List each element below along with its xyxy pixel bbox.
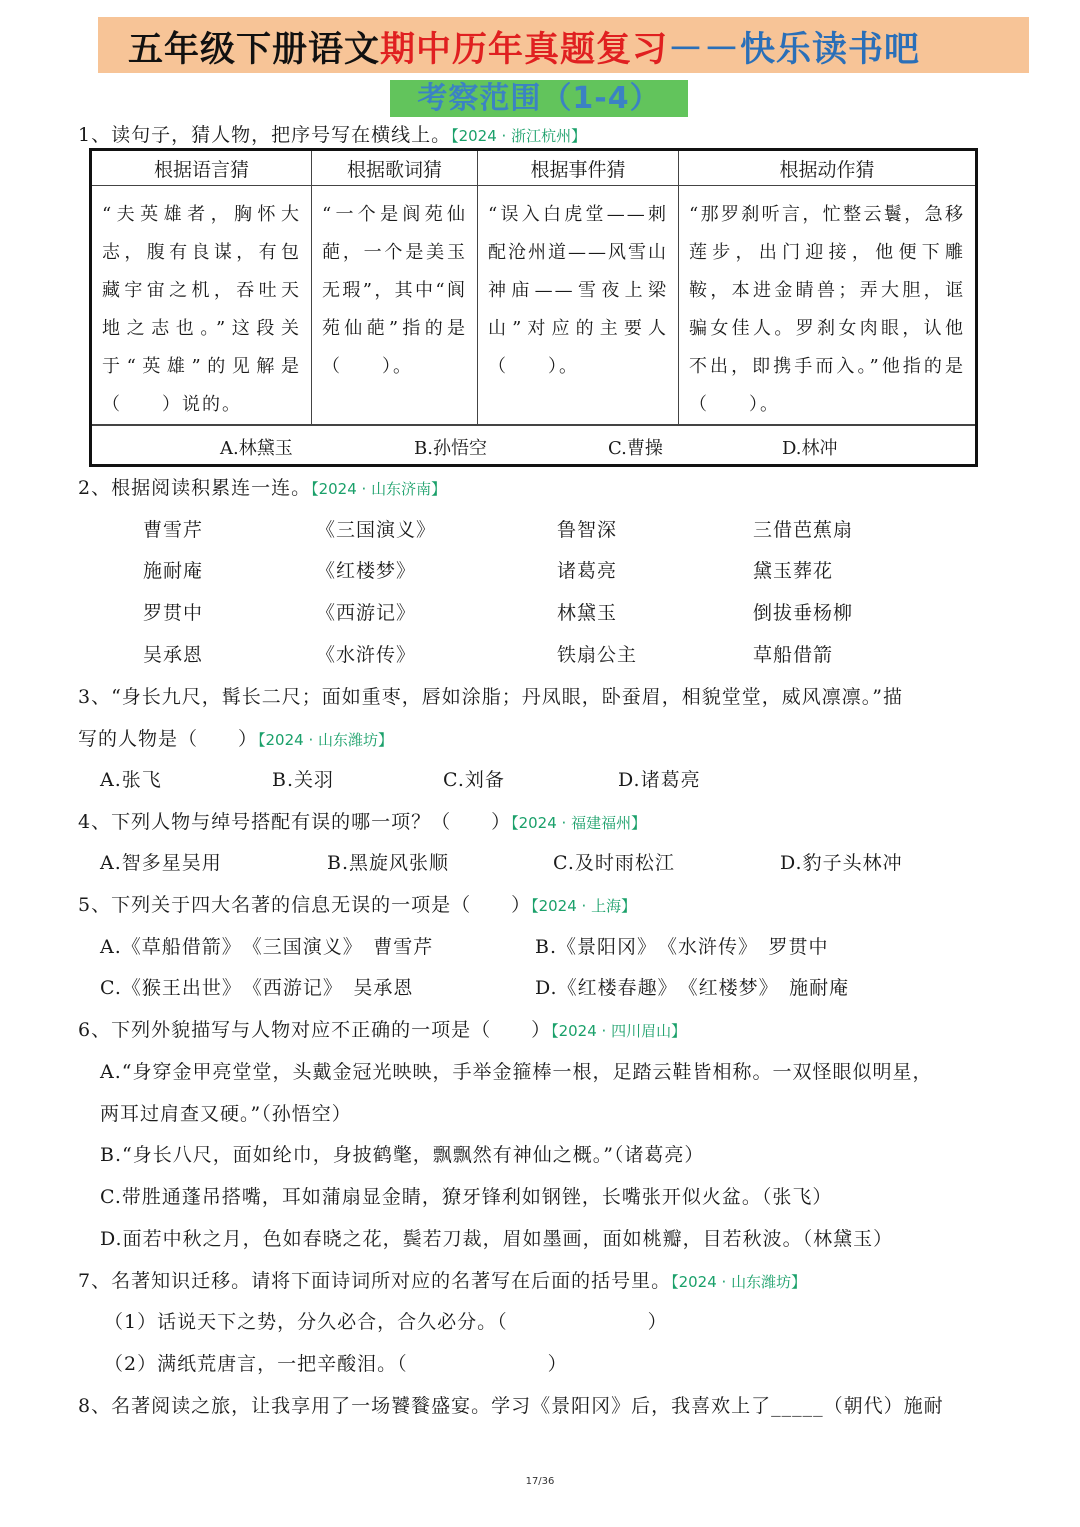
source-tag: 【2024 · 山东济南】 (311, 480, 447, 498)
source-tag: 【2024 · 上海】 (531, 897, 637, 915)
book-item: 《三国演义》 (316, 519, 437, 541)
option-b: B.孙悟空 (414, 438, 487, 459)
guess-table (89, 148, 978, 467)
source-tag: 【2024 · 浙江杭州】 (451, 127, 587, 145)
source-tag: 【2024 · 山东潍坊】 (671, 1273, 807, 1291)
option-b: B.关羽 (272, 769, 335, 791)
question-3-stem: 3、“身长九尺，髯长二尺；面如重枣，唇如涂脂；丹凤眼，卧蚕眉，相貌堂堂，威风凛凛。”描 (78, 686, 904, 708)
character-item: 铁扇公主 (557, 644, 638, 666)
option-c: C.曹操 (608, 438, 663, 459)
question-6-stem: 6、下列外貌描写与人物对应不正确的一项是（ ）【2024 · 四川眉山】 (78, 1019, 687, 1041)
option-a: A.“身穿金甲亮堂堂，头戴金冠光映映，手举金箍棒一根，足踏云鞋皆相称。一双怪眼似明星， (100, 1061, 933, 1083)
option-b: B.“身长八尺，面如纶巾，身披鹤氅，飘飘然有神仙之概。”（诸葛亮） (100, 1144, 705, 1166)
story-item: 倒拔垂杨柳 (753, 602, 854, 624)
option-d: D.《红楼春趣》 《红楼梦》 施耐庵 (535, 977, 850, 999)
option-b: B.《景阳冈》 《水浒传》 罗贯中 (535, 936, 829, 958)
book-item: 《西游记》 (316, 602, 417, 624)
author-item: 吴承恩 (143, 644, 204, 666)
table-cell: “那罗刹听言，忙整云鬟，急移莲步，出门迎接，他便下雕鞍，本进金睛兽；弄大胆，诓骗女佳人。罗刹女肉眼，认他不出，即携手而入。”他指的是（ ）。 (679, 186, 977, 426)
question-8-stem: 8、名著阅读之旅，让我享用了一场饕餮盛宴。学习《景阳冈》后，我喜欢上了_____（朝代）施耐 (78, 1395, 944, 1417)
character-item: 林黛玉 (557, 602, 618, 624)
author-item: 曹雪芹 (143, 519, 204, 541)
option-a: A.张飞 (100, 769, 162, 791)
question-4-stem: 4、下列人物与绰号搭配有误的哪一项？（ ）【2024 · 福建福州】 (78, 811, 647, 833)
table-header: 根据动作猜 (679, 150, 977, 186)
sub-item-2: （2）满纸荒唐言，一把辛酸泪。（ ） (104, 1353, 568, 1375)
question-3-stem-cont: 写的人物是（ ）【2024 · 山东潍坊】 (78, 728, 393, 750)
option-a: A.智多星吴用 (100, 852, 222, 874)
option-a-cont: 两耳过肩查又硬。”（孙悟空） (100, 1103, 352, 1125)
table-header: 根据语言猜 (91, 150, 312, 186)
option-c: C.《猴王出世》 《西游记》 吴承恩 (100, 977, 414, 999)
author-item: 施耐庵 (143, 560, 204, 582)
author-item: 罗贯中 (143, 602, 204, 624)
option-a: A.《草船借箭》 《三国演义》 曹雪芹 (100, 936, 434, 958)
table-header: 根据事件猜 (478, 150, 679, 186)
book-item: 《红楼梦》 (316, 560, 417, 582)
table-header: 根据歌词猜 (312, 150, 478, 186)
question-2-stem: 2、根据阅读积累连一连。【2024 · 山东济南】 (78, 477, 447, 499)
source-tag: 【2024 · 四川眉山】 (551, 1022, 687, 1040)
option-c: C.带胜通蓬吊搭嘴，耳如蒲扇显金睛，獠牙锋利如钢锉，长嘴张开似火盆。（张飞） (100, 1186, 833, 1208)
options-row (91, 425, 977, 466)
option-b: B.黑旋风张顺 (327, 852, 450, 874)
table-cell: “夫英雄者，胸怀大志，腹有良谋，有包藏宇宙之机，吞吐天地之志也。”这段关于“英雄”的见解是（ ）说的。 (91, 186, 312, 426)
page-title: 五年级下册语文期中历年真题复习－－快乐读书吧 (128, 30, 921, 70)
sub-item-1: （1）话说天下之势，分久必合，合久必分。（ ） (104, 1311, 668, 1333)
option-d: D.豹子头林冲 (780, 852, 903, 874)
question-7-stem: 7、名著知识迁移。请将下面诗词所对应的名著写在后面的括号里。【2024 · 山东潍坊】 (78, 1270, 807, 1292)
option-c: C.刘备 (443, 769, 505, 791)
question-5-stem: 5、下列关于四大名著的信息无误的一项是（ ）【2024 · 上海】 (78, 894, 637, 916)
table-cell: “一个是阆苑仙葩，一个是美玉无瑕”，其中“阆苑仙葩”指的是（ ）。 (312, 186, 478, 426)
option-c: C.及时雨松江 (553, 852, 675, 874)
book-item: 《水浒传》 (316, 644, 417, 666)
option-a: A.林黛玉 (220, 438, 293, 459)
page-number: 17/36 (525, 1476, 555, 1487)
source-tag: 【2024 · 福建福州】 (511, 814, 647, 832)
story-item: 草船借箭 (753, 644, 834, 666)
question-1-stem: 1、读句子，猜人物，把序号写在横线上。【2024 · 浙江杭州】 (78, 124, 587, 146)
story-item: 三借芭蕉扇 (753, 519, 854, 541)
character-item: 诸葛亮 (557, 560, 618, 582)
scope-label: 考察范围（1-4） (390, 80, 688, 117)
option-d: D.诸葛亮 (618, 769, 701, 791)
character-item: 鲁智深 (557, 519, 618, 541)
option-d: D.林冲 (782, 438, 838, 459)
option-d: D.面若中秋之月，色如春晓之花，鬓若刀裁，眉如墨画，面如桃瓣，目若秋波。（林黛玉） (100, 1228, 894, 1250)
source-tag: 【2024 · 山东潍坊】 (258, 731, 393, 749)
story-item: 黛玉葬花 (753, 560, 834, 582)
table-cell: “误入白虎堂——刺配沧州道——风雪山神庙——雪夜上梁山”对应的主要人（ ）。 (478, 186, 679, 426)
